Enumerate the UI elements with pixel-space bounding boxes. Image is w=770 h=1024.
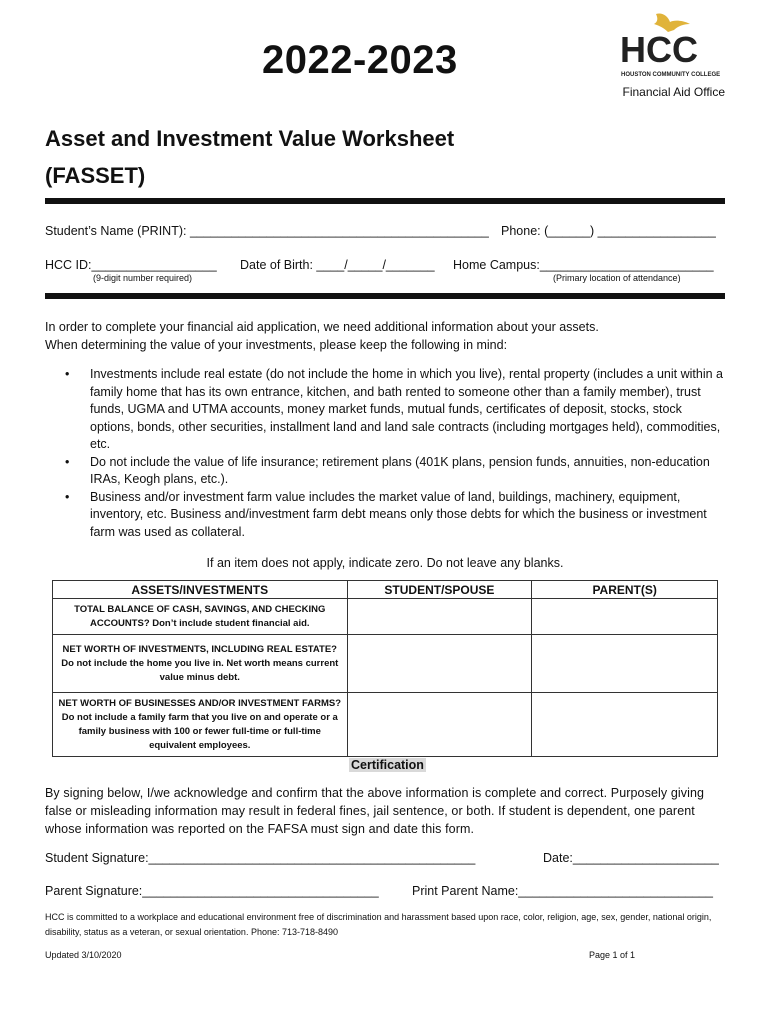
bullet-text: Do not include the value of life insurance; retirement plans (401K plans, pension funds, annuities, non-education IRAs, Keogh plans, etc.). [90, 454, 710, 486]
eeo-statement: HCC is committed to a workplace and educational environment free of discrimination and harassment based upon race, color, religion, age, sex, gender, national origin, disability, status as a veteran, or sexual orientation. Phone: 713-718-8490 [45, 912, 712, 937]
office-name: Financial Aid Office [622, 85, 725, 99]
parents-input[interactable] [532, 599, 718, 635]
hcc-id-field[interactable]: HCC ID:__________________ [45, 258, 217, 272]
parents-input[interactable] [532, 635, 718, 693]
updated-date: Updated 3/10/2020 [45, 950, 122, 960]
certification-heading: Certification [351, 758, 424, 772]
intro-line-1: In order to complete your financial aid application, we need additional information about your assets. [45, 320, 599, 334]
page-title [45, 120, 454, 194]
parents-input[interactable] [532, 693, 718, 757]
list-item [45, 489, 725, 542]
student-spouse-input[interactable] [347, 693, 532, 757]
intro-paragraph [45, 319, 725, 354]
top-divider [45, 198, 725, 204]
assets-table [52, 580, 718, 757]
logo-subtext: HOUSTON COMMUNITY COLLEGE [621, 72, 721, 78]
list-item [45, 454, 725, 489]
column-header: ASSETS/INVESTMENTS [53, 581, 348, 599]
page-number: Page 1 of 1 [589, 950, 636, 960]
intro-line-2: When determining the value of your investments, please keep the following in mind: [45, 337, 508, 352]
phone-field[interactable]: Phone: (______) _________________ [501, 224, 716, 238]
student-spouse-input[interactable] [347, 635, 532, 693]
hcc-logo [618, 10, 728, 82]
list-item [45, 366, 725, 454]
bullet-icon: • [65, 367, 70, 381]
certification-text: By signing below, I/we acknowledge and confirm that the above information is complete and correct. Purposely giving false or misleading information may result in federal fines, jail sentence, or both. If student is dependent, one parent whose information was reported on the FAFSA must sign and date this form. [45, 786, 705, 836]
title-line-2: (FASSET) [45, 163, 146, 188]
column-header: PARENT(S) [532, 581, 718, 599]
student-signature-field[interactable]: Student Signature:_______________________________________________ [45, 851, 476, 865]
bullet-icon: • [65, 489, 70, 504]
svg-text:HCC: HCC [620, 29, 698, 70]
second-divider [45, 293, 725, 299]
student-spouse-input[interactable] [347, 599, 532, 635]
bullet-icon: • [65, 454, 70, 469]
column-header: STUDENT/SPOUSE [347, 581, 532, 599]
zero-instruction: If an item does not apply, indicate zero. Do not leave any blanks. [206, 556, 564, 570]
hcc-logo-graphic [618, 10, 728, 82]
row-label: NET WORTH OF BUSINESSES AND/OR INVESTMENT FARMS? Do not include a family farm that you live on and operate or a family business with 100 or fewer full-time or full-time equivalent employees. [53, 693, 348, 757]
table-row [53, 599, 718, 635]
guidelines-list [45, 366, 725, 541]
hcc-id-note: (9-digit number required) [93, 273, 193, 283]
print-parent-name-field[interactable]: Print Parent Name:____________________________ [412, 884, 713, 898]
campus-note: (Primary location of attendance) [553, 273, 681, 283]
title-line-1: Asset and Investment Value Worksheet [45, 126, 455, 151]
bullet-text: Investments include real estate (do not include the home in which you live), rental property (includes a unit within a family home that has its own entrance, kitchen, and bath rented to someone other than a family member), trust funds, UGMA and UTMA accounts, money market funds, mutual funds, certificates of deposit, stocks, stock options, bonds, other securities, installment land and land sale contracts (including mortgages held), commodities, etc. [90, 367, 723, 451]
form-year: 2022-2023 [262, 38, 458, 82]
row-label: NET WORTH OF INVESTMENTS, INCLUDING REAL ESTATE? Do not include the home you live in. Net worth means current value minus debt. [53, 635, 348, 693]
campus-field[interactable]: Home Campus:_________________________ [453, 258, 714, 272]
table-row [53, 635, 718, 693]
table-header-row [53, 581, 718, 599]
table-row [53, 693, 718, 757]
row-label: TOTAL BALANCE OF CASH, SAVINGS, AND CHECKING ACCOUNTS? Don’t include student financial aid. [53, 599, 348, 635]
dob-field[interactable]: Date of Birth: ____/_____/_______ [240, 258, 435, 272]
student-name-field[interactable]: Student’s Name (PRINT): ___________________________________________ [45, 224, 489, 238]
parent-signature-field[interactable]: Parent Signature:__________________________________ [45, 884, 379, 898]
date-field[interactable]: Date:_____________________ [543, 851, 719, 865]
bullet-text: Business and/or investment farm value includes the market value of land, buildings, machinery, equipment, inventory, etc. Business and/investment farm debt means only those debts for which the business or investment farm was used as collateral. [90, 489, 707, 539]
